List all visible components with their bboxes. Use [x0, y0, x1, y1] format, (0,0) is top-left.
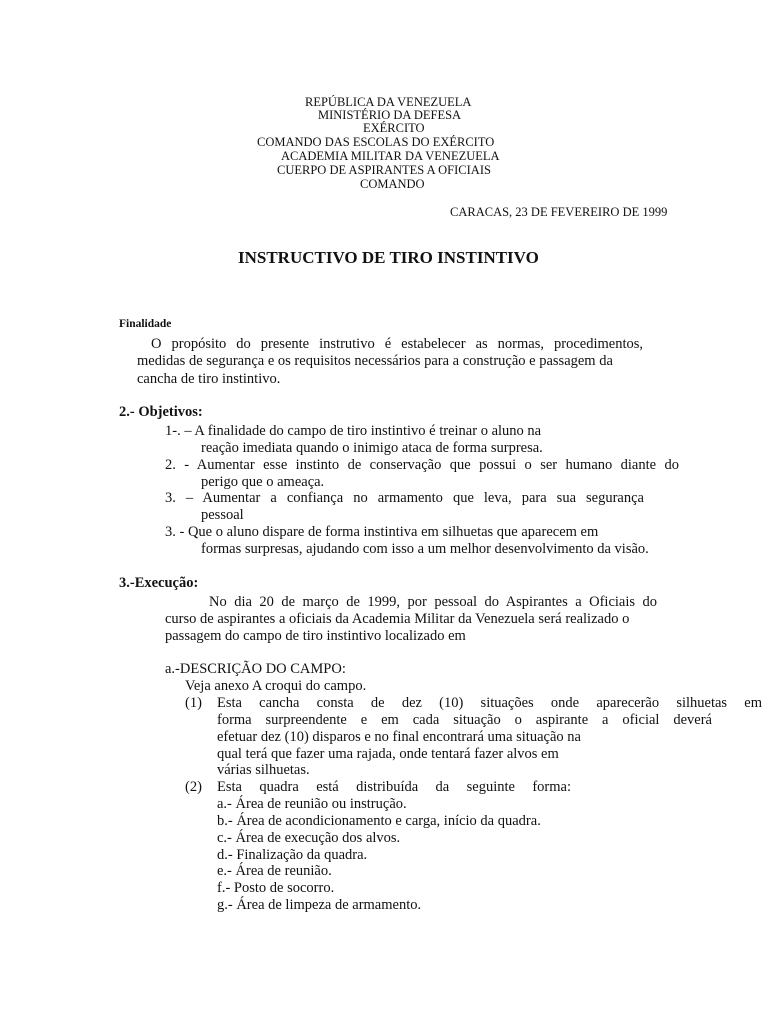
item-1-line-1: Esta cancha consta de dez (10) situações onde aparecerão silhuetas em — [217, 695, 762, 711]
objetivo-3-line-1: 3. – Aumentar a confiança no armamento que leva, para sua segurança — [165, 490, 644, 506]
area-item-c: c.- Área de execução dos alvos. — [217, 830, 401, 846]
execucao-line-3: passagem do campo de tiro instintivo localizado em — [165, 628, 466, 644]
objetivo-3-line-2: pessoal — [201, 507, 244, 523]
objetivo-2-line-2: perigo que o ameaça. — [201, 474, 325, 490]
subsection-descricao-heading: a.-DESCRIÇÃO DO CAMPO: — [165, 661, 346, 677]
header-line-comando: COMANDO — [360, 177, 425, 191]
item-1-line-4: qual terá que fazer uma rajada, onde tentará fazer alvos em — [217, 746, 559, 762]
item-1-line-3: efetuar dez (10) disparos e no final encontrará uma situação na — [217, 729, 581, 745]
objetivo-1-line-1: 1-. – A finalidade do campo de tiro instintivo é treinar o aluno na — [165, 423, 542, 439]
objetivo-4-line-2: formas surpresas, ajudando com isso a um melhor desenvolvimento da visão. — [201, 541, 649, 557]
finalidade-line-1: O propósito do presente instrutivo é estabelecer as normas, procedimentos, — [151, 336, 643, 352]
document-date: CARACAS, 23 DE FEVEREIRO DE 1999 — [450, 205, 668, 219]
finalidade-line-2: medidas de segurança e os requisitos necessários para a construção e passagem da — [137, 353, 613, 369]
header-line-exercito: EXÉRCITO — [363, 121, 425, 135]
objetivo-4-line-1: 3. - Que o aluno dispare de forma instintiva em silhuetas que aparecem em — [165, 524, 599, 540]
item-2-number: (2) — [185, 779, 202, 795]
header-line-comando-escolas: COMANDO DAS ESCOLAS DO EXÉRCITO — [257, 135, 495, 149]
area-item-f: f.- Posto de socorro. — [217, 880, 335, 896]
anexo-reference: Veja anexo A croqui do campo. — [185, 678, 367, 694]
area-item-d: d.- Finalização da quadra. — [217, 847, 368, 863]
area-item-b: b.- Área de acondicionamento e carga, início da quadra. — [217, 813, 541, 829]
section-finalidade-heading: Finalidade — [119, 318, 172, 330]
item-1-line-2: forma surpreendente e em cada situação o aspirante a oficial deverá — [217, 712, 712, 728]
finalidade-line-3: cancha de tiro instintivo. — [137, 371, 281, 387]
objetivo-2-line-1: 2. - Aumentar esse instinto de conservação que possui o ser humano diante do — [165, 457, 679, 473]
header-line-republica: REPÚBLICA DA VENEZUELA — [305, 95, 472, 109]
document-title: INSTRUCTIVO DE TIRO INSTINTIVO — [238, 248, 539, 267]
header-line-cuerpo: CUERPO DE ASPIRANTES A OFICIAIS — [277, 163, 491, 177]
item-2-line: Esta quadra está distribuída da seguinte forma: — [217, 779, 571, 795]
area-item-a: a.- Área de reunião ou instrução. — [217, 796, 407, 812]
header-line-academia: ACADEMIA MILITAR DA VENEZUELA — [281, 149, 500, 163]
objetivo-1-line-2: reação imediata quando o inimigo ataca de forma surpresa. — [201, 440, 543, 456]
section-objetivos-heading: 2.- Objetivos: — [119, 404, 203, 420]
section-execucao-heading: 3.-Execução: — [119, 575, 199, 591]
item-1-number: (1) — [185, 695, 202, 711]
header-line-ministerio: MINISTÉRIO DA DEFESA — [318, 108, 462, 122]
area-item-g: g.- Área de limpeza de armamento. — [217, 897, 422, 913]
execucao-line-1: No dia 20 de março de 1999, por pessoal do Aspirantes a Oficiais do — [209, 594, 657, 610]
item-1-line-5: várias silhuetas. — [217, 762, 310, 778]
execucao-line-2: curso de aspirantes a oficiais da Academia Militar da Venezuela será realizado o — [165, 611, 630, 627]
area-item-e: e.- Área de reunião. — [217, 863, 332, 879]
